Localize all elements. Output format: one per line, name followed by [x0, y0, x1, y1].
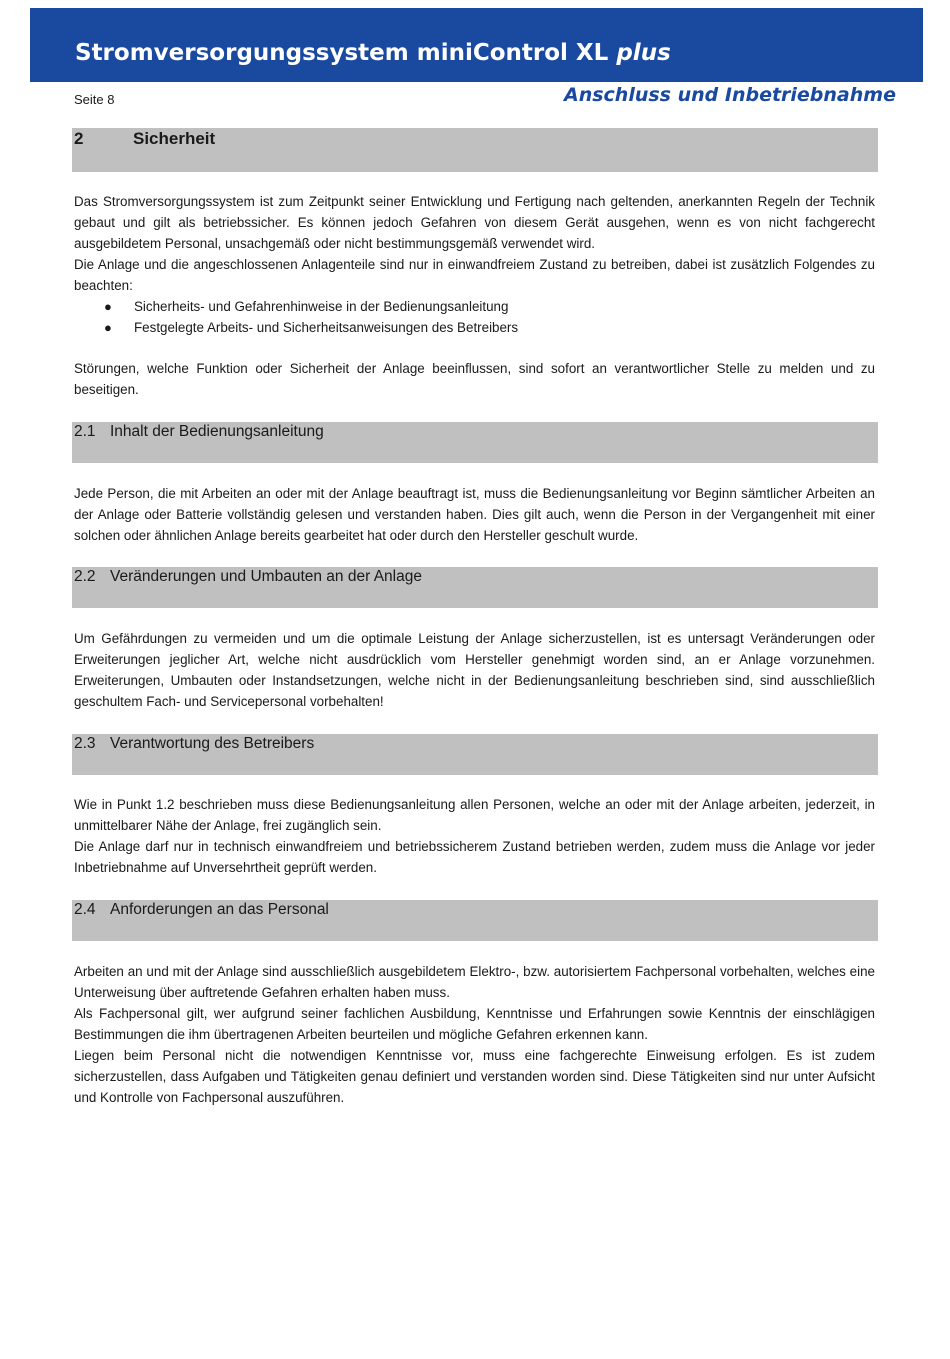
subsection-paragraph: Um Gefährdungen zu vermeiden und um die optimale Leistung der Anlage sicherzustellen, ist es untersagt Veränderungen oder Erweiterungen jeglicher Art, welche nicht ausdrücklich vom Hersteller genehmigt worden sind, an er Anlage vorzunehmen. Erweiterungen, Umbauten oder Instandsetzungen, welche nicht in der Bedienungsanleitung beschrieben sind, sind ausschließlich geschultem Fach- und Servicepersonal vorbehalten!	[74, 631, 875, 709]
document-title-suffix: plus	[616, 40, 671, 66]
subsection-heading	[72, 900, 878, 941]
subsection-number: 2.4	[74, 901, 96, 918]
subsection-title: Inhalt der Bedienungsanleitung	[110, 423, 324, 440]
bullet-text: Sicherheits- und Gefahrenhinweise in der Bedienungsanleitung	[134, 299, 509, 314]
bullet-item	[74, 317, 875, 338]
bullet-icon: ●	[104, 320, 112, 335]
subsection-title: Veränderungen und Umbauten an der Anlage	[110, 568, 422, 585]
subsection-number: 2.2	[74, 568, 96, 585]
subsection-number: 2.3	[74, 735, 96, 752]
document-title-main: Stromversorgungssystem miniControl XL	[75, 40, 609, 66]
bullet-icon: ●	[104, 299, 112, 314]
subsection-heading	[72, 567, 878, 608]
section-title: Sicherheit	[133, 129, 216, 148]
subsection-paragraph: Wie in Punkt 1.2 beschrieben muss diese Bedienungsanleitung allen Personen, welche an oder mit der Anlage arbeiten, jederzeit, in unmittelbarer Nähe der Anlage, frei zugänglich sein.	[74, 797, 875, 833]
chapter-title: Anschluss und Inbetriebnahme	[564, 84, 896, 106]
section-heading	[72, 128, 878, 172]
page-number: Seite 8	[74, 92, 115, 107]
subsection-paragraph: Als Fachpersonal gilt, wer aufgrund seiner fachlichen Ausbildung, Kenntnisse und Erfahrungen sowie Kenntnis der einschlägigen Bestimmungen die ihm übertragenen Arbeiten beurteilen und mögliche Gefahren erkennen kann.	[74, 1006, 875, 1042]
subsection-title: Verantwortung des Betreibers	[110, 735, 315, 752]
subsection-title: Anforderungen an das Personal	[110, 901, 329, 918]
bullet-item	[74, 296, 875, 317]
bullet-text: Festgelegte Arbeits- und Sicherheitsanweisungen des Betreibers	[134, 320, 519, 335]
subsection-paragraph: Die Anlage darf nur in technisch einwandfreiem und betriebssicherem Zustand betrieben werden, zudem muss die Anlage vor jeder Inbetriebnahme auf Unversehrtheit geprüft werden.	[74, 839, 875, 875]
section-closing-paragraph: Störungen, welche Funktion oder Sicherheit der Anlage beeinflussen, sind sofort an verantwortlicher Stelle zu melden und zu beseitigen.	[74, 361, 875, 397]
section-intro-paragraph: Die Anlage und die angeschlossenen Anlagenteile sind nur in einwandfreiem Zustand zu betreiben, dabei ist zusätzlich Folgendes zu beachten:	[74, 257, 875, 293]
section-intro-paragraph: Das Stromversorgungssystem ist zum Zeitpunkt seiner Entwicklung und Fertigung nach geltenden, anerkannten Regeln der Technik gebaut und gilt als betriebssicher. Es können jedoch Gefahren von diesem Gerät ausgehen, wenn es von nicht fachgerecht ausgebildetem Personal, unsachgemäß oder nicht bestimmungsgemäß verwendet wird.	[74, 194, 875, 251]
document-title	[75, 40, 671, 66]
subsection-heading	[72, 422, 878, 463]
document-header-bar	[30, 8, 923, 82]
subsection-paragraph: Jede Person, die mit Arbeiten an oder mit der Anlage beauftragt ist, muss die Bedienungsanleitung vor Beginn sämtlicher Arbeiten an der Anlage oder Batterie vollständig gelesen und verstanden haben. Dies gilt auch, wenn die Person in der Vergangenheit mit einer solchen oder ähnlichen Anlage bereits gearbeitet hat oder durch den Hersteller geschult wurde.	[74, 486, 875, 543]
subsection-number: 2.1	[74, 423, 96, 440]
subsection-paragraph: Liegen beim Personal nicht die notwendigen Kenntnisse vor, muss eine fachgerechte Einweisung erfolgen. Es ist zudem sicherzustellen, dass Aufgaben und Tätigkeiten genau definiert und verstanden worden sind. Diese Tätigkeiten sind nur unter Aufsicht und Kontrolle von Fachpersonal auszuführen.	[74, 1048, 875, 1105]
subsection-heading	[72, 734, 878, 775]
subsection-paragraph: Arbeiten an und mit der Anlage sind ausschließlich ausgebildetem Elektro-, bzw. autorisiertem Fachpersonal vorbehalten, welches eine Unterweisung über auftretende Gefahren erhalten haben muss.	[74, 964, 875, 1000]
section-number: 2	[74, 129, 84, 148]
bullet-list	[74, 296, 875, 338]
